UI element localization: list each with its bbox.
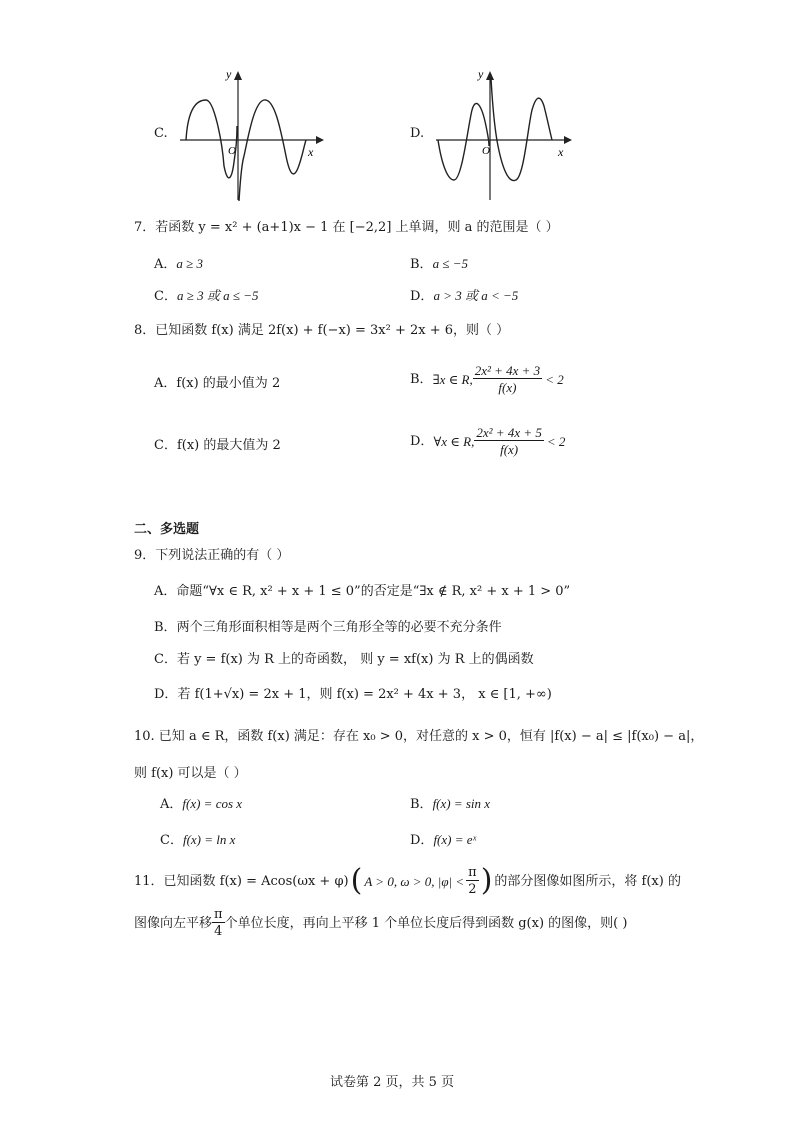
option-label: D． (410, 433, 434, 449)
q11-stem-a: 11．已知函数 f(x) = Acos(ωx + φ) (134, 873, 349, 889)
option-label: D． (410, 289, 434, 304)
q10-option-b[interactable] (410, 797, 490, 811)
option-text: 命题“∀x ∈ R, x² + x + 1 ≤ 0”的否定是“∃x ∉ R, x² + x + 1 > 0” (176, 584, 571, 599)
q10-option-a[interactable] (160, 797, 242, 811)
q7-option-d[interactable] (410, 289, 518, 303)
q6-option-c-label: C. (154, 126, 168, 141)
option-label: C． (154, 289, 177, 304)
option-text: a ≥ 3 (176, 256, 204, 271)
q8-option-a[interactable] (154, 377, 280, 390)
q7-option-b[interactable] (410, 257, 468, 271)
option-text: 两个三角形面积相等是两个三角形全等的必要不充分条件 (176, 620, 502, 635)
origin-label: O (228, 145, 236, 157)
option-label: D． (154, 687, 178, 702)
q6-option-d-label: D. (410, 126, 425, 141)
y-axis-arrow (486, 71, 494, 80)
option-label: D． (410, 833, 434, 848)
q11-condition-fraction (466, 866, 479, 896)
q8-option-b[interactable] (410, 364, 564, 394)
option-text: f(x) = sin x (432, 796, 491, 811)
q10-stem-line1: 10. 已知 a ∈ R，函数 f(x) 满足：存在 x₀ > 0，对任意的 x > 0，恒有 |f(x) − a| ≤ |f(x₀) − a|， (134, 729, 704, 744)
q10-option-c[interactable] (160, 833, 235, 847)
q7-option-c[interactable] (154, 289, 259, 303)
q11-line2-b: 个单位长度，再向上平移 1 个单位长度后得到函数 g(x) 的图像，则( ) (224, 915, 628, 931)
close-paren: ) (480, 863, 493, 898)
option-fraction (474, 426, 543, 456)
section-title: 二、多选题 (134, 522, 200, 537)
option-label: B． (410, 371, 433, 387)
option-suffix: < 2 (545, 371, 564, 387)
option-text: f(x) = ln x (182, 832, 236, 847)
option-label: C． (154, 438, 177, 453)
q6-option-d-graph (432, 66, 582, 206)
option-text: f(x) = cos x (182, 796, 243, 811)
option-label: A． (154, 257, 177, 272)
option-text: f(x) 的最大值为 2 (176, 438, 281, 453)
option-label: C． (154, 652, 177, 667)
option-text: f(x) = eˣ (433, 832, 477, 847)
origin-label: O (482, 145, 490, 157)
q7-option-a[interactable] (154, 257, 203, 271)
q9-stem: 9．下列说法正确的有（ ） (134, 548, 290, 563)
option-label: B． (410, 797, 433, 812)
y-axis-label: y (226, 67, 232, 81)
q8-option-c[interactable] (154, 439, 281, 452)
fraction-numerator: π (214, 907, 223, 922)
q10-option-d[interactable] (410, 833, 476, 847)
fraction-numerator: π (468, 865, 477, 880)
option-text: f(x) 的最小值为 2 (176, 376, 281, 391)
q9-option-d[interactable] (154, 688, 552, 701)
q10-stem-line2: 则 f(x) 可以是（ ） (134, 766, 247, 781)
option-text: a ≥ 3 或 a ≤ −5 (176, 288, 259, 303)
fraction-denominator: f(x) (500, 442, 519, 457)
fraction-numerator: 2x² + 4x + 5 (476, 425, 542, 440)
q8-stem: 8．已知函数 f(x) 满足 2f(x) + f(−x) = 3x² + 2x + 6，则（ ） (134, 323, 510, 338)
option-text: 若 f(1+√x) = 2x + 1，则 f(x) = 2x² + 4x + 3， x ∈ [1, +∞) (177, 687, 552, 702)
q11-condition: A > 0, ω > 0, |φ| < (364, 873, 465, 889)
option-label: A． (160, 797, 183, 812)
q11-stem-line2 (134, 908, 627, 938)
fraction-denominator: 2 (468, 882, 477, 897)
q9-option-c[interactable] (154, 653, 534, 666)
option-label: B． (154, 620, 177, 635)
q11-stem-line1 (134, 863, 681, 898)
fraction-denominator: 4 (214, 924, 223, 939)
option-suffix: < 2 (546, 433, 566, 449)
fraction-numerator: 2x² + 4x + 3 (474, 363, 541, 378)
y-axis-label: y (478, 67, 484, 81)
q9-option-b[interactable] (154, 621, 502, 634)
q11-stem-b: 的部分图像如图所示，将 f(x) 的 (494, 873, 681, 889)
page-footer: 试卷第 2 页，共 5 页 (330, 1075, 455, 1090)
fraction-denominator: f(x) (498, 380, 517, 395)
curve (186, 100, 306, 201)
option-label: A． (154, 584, 177, 599)
q6-option-c-graph (176, 66, 326, 206)
curve (438, 78, 552, 181)
option-text: a ≤ −5 (432, 256, 468, 271)
x-axis-label: x (308, 145, 314, 159)
y-axis-arrow (234, 71, 242, 80)
x-axis-arrow (564, 136, 572, 144)
x-axis-label: x (558, 145, 564, 159)
q11-line2-a: 图像向左平移 (134, 915, 213, 931)
q7-stem: 7．若函数 y = x² + (a+1)x − 1 在 [−2,2] 上单调，则 a 的范围是（ ） (134, 220, 559, 235)
option-fraction (473, 364, 542, 394)
q11-shift-fraction (212, 908, 225, 938)
open-paren: ( (350, 863, 363, 898)
x-axis-arrow (316, 136, 324, 144)
option-text: a > 3 或 a < −5 (433, 288, 519, 303)
option-label: A． (154, 376, 177, 391)
q9-option-a[interactable] (154, 585, 570, 598)
option-label: C． (160, 833, 183, 848)
option-label: B． (410, 257, 433, 272)
option-text: 若 y = f(x) 为 R 上的奇函数， 则 y = xf(x) 为 R 上的偶函数 (176, 652, 534, 667)
option-prefix: ∀x ∈ R, (433, 433, 475, 449)
q8-option-d[interactable] (410, 426, 565, 456)
option-prefix: ∃x ∈ R, (432, 371, 473, 387)
